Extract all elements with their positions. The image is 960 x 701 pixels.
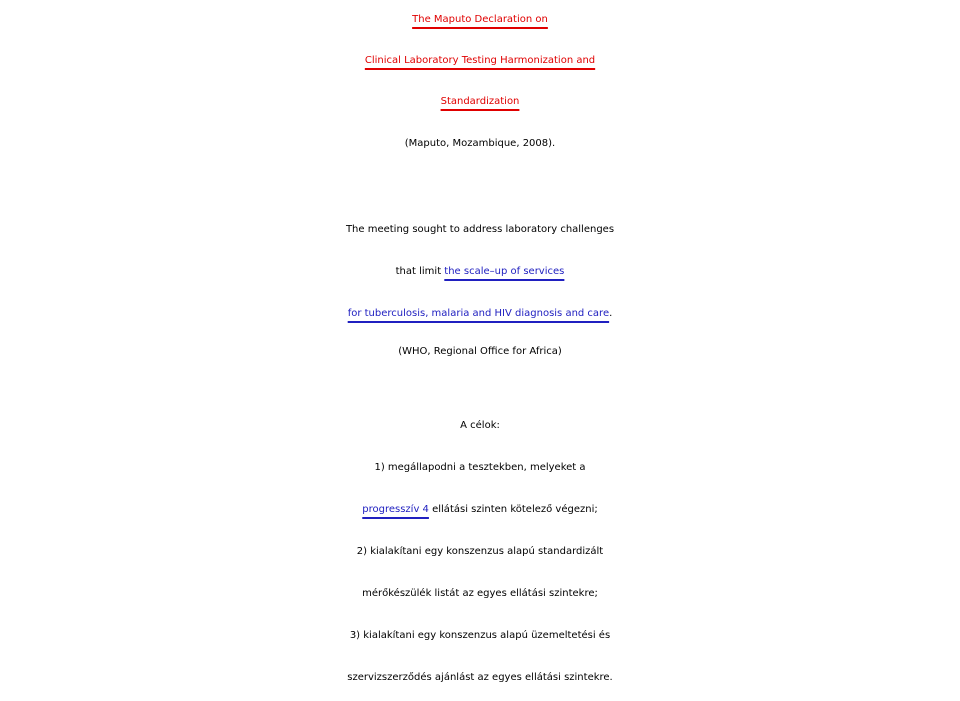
goal-2-line-2: mérőkészülék listát az egyes ellátási szintekre; — [362, 588, 598, 599]
title-line-4: (Maputo, Mozambique, 2008). — [404, 138, 556, 149]
goal-3-line-1: 3) kialakítani egy konszenzus alapú üzemeltetési és — [349, 630, 611, 641]
intro-line-1: The meeting sought to address laboratory challenges — [345, 224, 615, 235]
scale-up-link[interactable]: the scale–up of services — [444, 266, 565, 277]
goal-1-line-2 — [0, 490, 960, 530]
goal-1-line-1: 1) megállapodni a tesztekben, melyeket a — [374, 462, 586, 473]
diseases-link[interactable]: for tuberculosis, malaria and HIV diagnosis and care — [347, 308, 610, 319]
goal-1-line-2-rest: ellátási szinten kötelező végezni; — [428, 504, 598, 515]
intro-line-2-prefix: that limit — [395, 266, 445, 277]
progressive-4-link[interactable]: progresszív 4 — [362, 504, 429, 515]
intro-line-3-suffix: . — [609, 308, 613, 319]
goals-heading: A célok: — [460, 420, 500, 431]
title-line-2: Clinical Laboratory Testing Harmonization and — [364, 55, 596, 66]
title-line-1: The Maputo Declaration on — [412, 14, 548, 25]
intro-line-2 — [0, 252, 960, 292]
goal-2-line-1: 2) kialakítani egy konszenzus alapú standardizált — [356, 546, 604, 557]
title-line-3: Standardization — [440, 96, 520, 107]
goal-3-line-2: szervizszerződés ajánlást az egyes ellátási szintekre. — [347, 672, 613, 683]
intro-line-3 — [0, 294, 960, 334]
source-note: (WHO, Regional Office for Africa) — [398, 346, 562, 357]
